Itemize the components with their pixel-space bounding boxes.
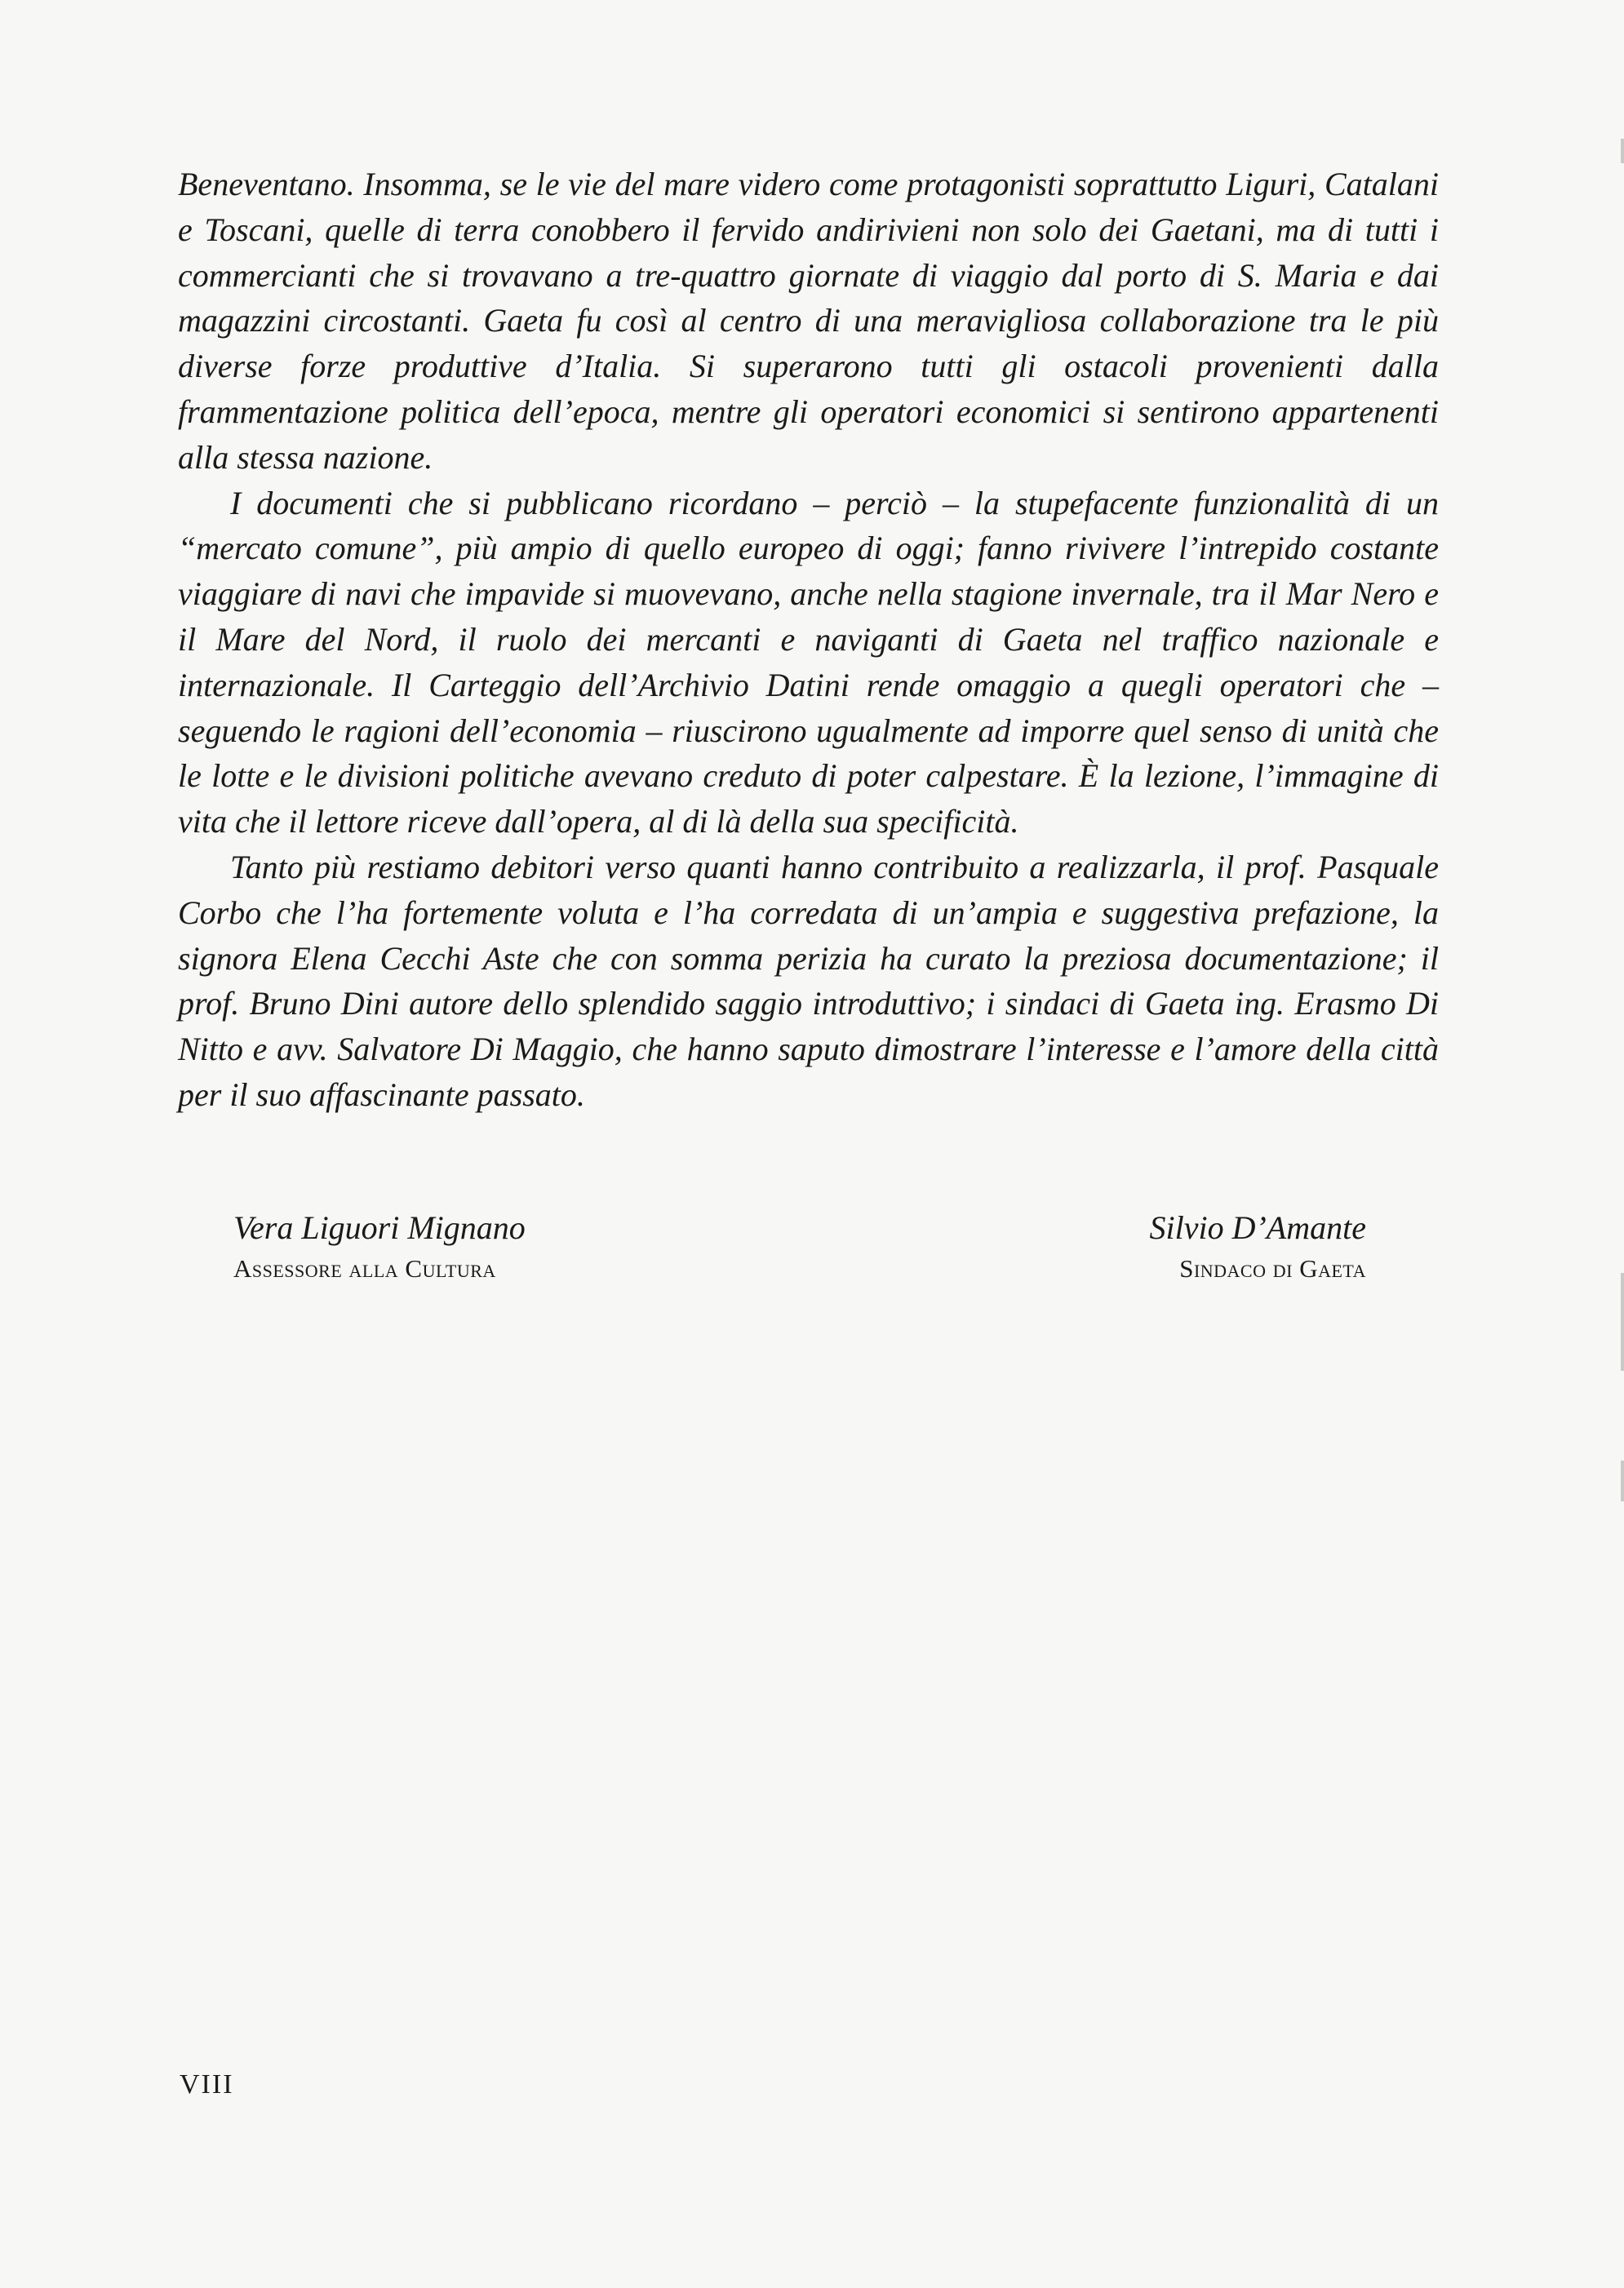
paragraph-2: I documenti che si pubblicano ricordano – perciò – la stupefacente funzionalità di un “mercato comune”, più ampio di quello europeo di oggi; fanno rivivere l’intrepido costante viaggiare di navi che impavide si muovevano, anche nella stagione invernale, tra il Mar Nero e il Mare del Nord, il ruolo dei mercanti e naviganti di Gaeta nel traffico nazionale e internazionale. Il Carteggio dell’Archivio Datini rende omaggio a quegli operatori che – seguendo le ragioni dell’economia – riuscirono ugualmente ad imporre quel senso di unità che le lotte e le divisioni politiche avevano creduto di poter calpestare. È la lezione, l’immagine di vita che il lettore riceve dall’opera, al di là della sua specificità. <box>178 484 1439 840</box>
signatory-name: Vera Liguori Mignano <box>233 1209 526 1246</box>
signature-left <box>233 1205 526 1287</box>
signatory-role: Assessore alla Cultura <box>233 1254 496 1283</box>
page-edge-mark <box>1621 1461 1624 1501</box>
page-edge-mark <box>1621 139 1624 163</box>
signatory-role: Sindaco di Gaeta <box>1179 1254 1366 1283</box>
paragraph-1: Beneventano. Insomma, se le vie del mare videro come protagonisti soprattutto Liguri, Catalani e Toscani, quelle di terra conobbero il fervido andirivieni non solo dei Gaetani, ma di tutti i commercianti che si trovavano a tre-quattro giornate di viaggio dal porto di S. Maria e dai magazzini circostanti. Gaeta fu così al centro di una meravigliosa collaborazione tra le più diverse forze produttive d’Italia. Si superarono tutti gli ostacoli provenienti dalla frammentazione politica dell’epoca, mentre gli operatori economici si sentirono appartenenti alla stessa nazione. <box>178 166 1439 476</box>
page-number: VIII <box>180 2069 234 2100</box>
signatory-name: Silvio D’Amante <box>1149 1209 1366 1246</box>
paragraph-3: Tanto più restiamo debitori verso quanti hanno contribuito a realizzarla, il prof. Pasquale Corbo che l’ha fortemente voluta e l’ha corredata di un’ampia e suggestiva prefazione, la signora Elena Cecchi Aste che con somma perizia ha curato la preziosa documentazione; il prof. Bruno Dini autore dello splendido saggio introduttivo; i sindaci di Gaeta ing. Erasmo Di Nitto e avv. Salvatore Di Maggio, che hanno saputo dimostrare l’interesse e l’amore della città per il suo affascinante passato. <box>178 848 1439 1113</box>
signature-right <box>1150 1205 1367 1287</box>
page-edge-mark <box>1621 1273 1624 1371</box>
preface-body <box>178 162 1439 1118</box>
